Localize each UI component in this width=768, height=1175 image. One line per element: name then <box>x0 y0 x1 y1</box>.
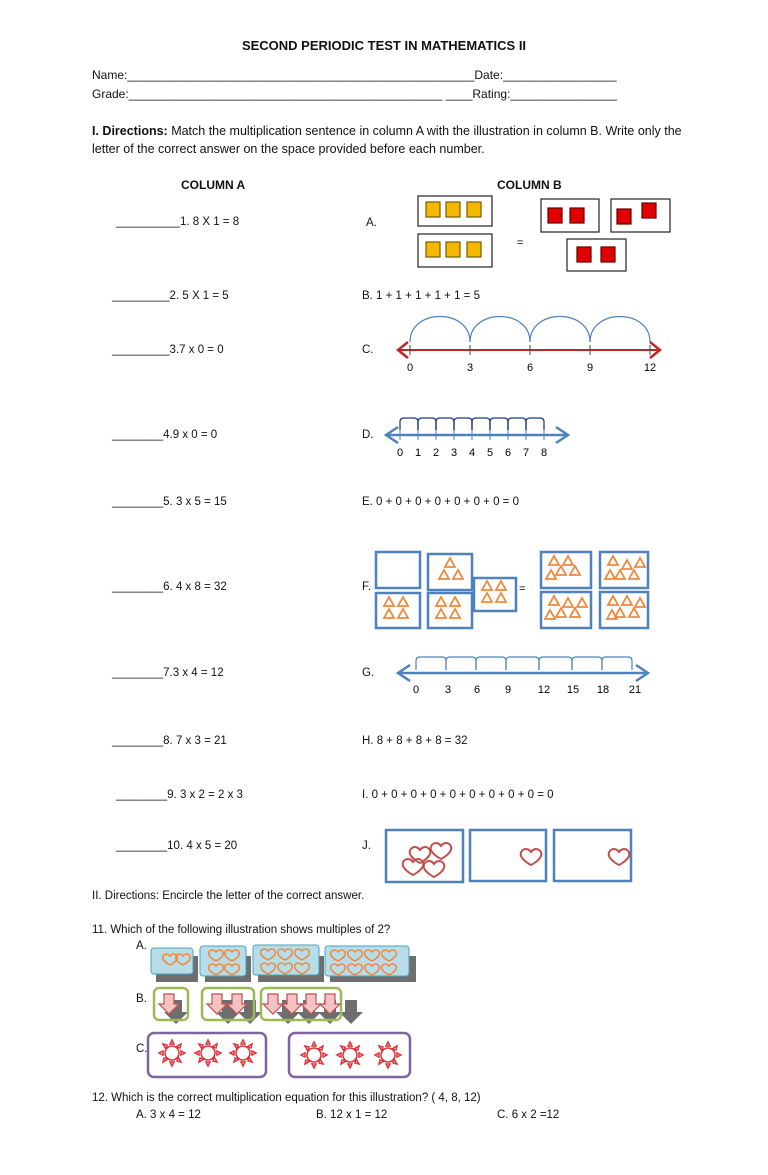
nl-c-tick-3: 9 <box>586 362 594 374</box>
choice-a-equals: = <box>517 237 524 249</box>
nl-g-tick-3: 9 <box>504 684 512 696</box>
column-a-heading: COLUMN A <box>181 178 246 192</box>
choice-d-label: D. <box>362 429 374 441</box>
nl-g-tick-6: 18 <box>596 684 610 696</box>
question-11: 11. Which of the following illustration shows multiples of 2? <box>92 924 391 936</box>
part2-directions: II. Directions: Encircle the letter of the correct answer. <box>92 890 365 902</box>
choice-g-label: G. <box>362 667 375 679</box>
item-7[interactable]: ________7.3 x 4 = 12 <box>112 667 224 679</box>
choice-e-label: E. 0 + 0 + 0 + 0 + 0 + 0 + 0 = 0 <box>362 496 519 508</box>
nl-c-tick-4: 12 <box>643 362 657 374</box>
nl-d-tick-3: 3 <box>450 447 458 459</box>
q11-option-b-label[interactable]: B. <box>136 993 147 1005</box>
choice-c-label: C. <box>362 344 374 356</box>
nl-d-tick-5: 5 <box>486 447 494 459</box>
choice-a-label: A. <box>366 217 377 229</box>
item-5[interactable]: ________5. 3 x 5 = 15 <box>112 496 227 508</box>
q11-option-c-label[interactable]: C. <box>136 1043 148 1055</box>
item-4[interactable]: ________4.9 x 0 = 0 <box>112 429 218 441</box>
nl-d-tick-6: 6 <box>504 447 512 459</box>
part1-directions-lead: I. Directions: <box>92 124 168 138</box>
part1-directions-text: Match the multiplication sentence in column A with the illustration in column B. Write only the letter of the correct answer on the space provided before each number. <box>92 124 682 156</box>
sun-icons <box>159 1040 401 1068</box>
choice-h-label: H. 8 + 8 + 8 + 8 = 32 <box>362 735 468 747</box>
choice-i-label: I. 0 + 0 + 0 + 0 + 0 + 0 + 0 + 0 + 0 = 0 <box>362 789 554 801</box>
choice-b-label: B. 1 + 1 + 1 + 1 + 1 = 5 <box>362 290 480 302</box>
item-8[interactable]: ________8. 7 x 3 = 21 <box>112 735 227 747</box>
item-1[interactable]: __________1. 8 X 1 = 8 <box>116 216 240 228</box>
name-date-line[interactable]: Name:____________________________________________________Date:_________________ <box>92 68 617 82</box>
nl-g-tick-0: 0 <box>412 684 420 696</box>
item-10[interactable]: ________10. 4 x 5 = 20 <box>116 840 238 852</box>
choice-f-equals: = <box>519 583 526 595</box>
choice-f-label: F. <box>362 581 371 593</box>
nl-c-tick-0: 0 <box>406 362 414 374</box>
nl-d-tick-4: 4 <box>468 447 476 459</box>
item-9[interactable]: ________9. 3 x 2 = 2 x 3 <box>116 789 243 801</box>
nl-g-tick-7: 21 <box>628 684 642 696</box>
nl-g-tick-2: 6 <box>473 684 481 696</box>
q11-option-a-label[interactable]: A. <box>136 940 147 952</box>
item-6[interactable]: ________6. 4 x 8 = 32 <box>112 581 227 593</box>
nl-d-tick-2: 2 <box>432 447 440 459</box>
nl-c-tick-2: 6 <box>526 362 534 374</box>
nl-d-tick-8: 8 <box>540 447 548 459</box>
nl-d-tick-7: 7 <box>522 447 530 459</box>
nl-d-tick-0: 0 <box>396 447 404 459</box>
column-b-heading: COLUMN B <box>497 178 562 192</box>
item-2[interactable]: _________2. 5 X 1 = 5 <box>112 290 229 302</box>
grade-rating-line[interactable]: Grade:_______________________________________________ ____Rating:________________ <box>92 87 618 101</box>
q12-option-b[interactable]: B. 12 x 1 = 12 <box>316 1109 388 1121</box>
nl-c-tick-1: 3 <box>466 362 474 374</box>
page-title: SECOND PERIODIC TEST IN MATHEMATICS II <box>241 38 527 53</box>
nl-g-tick-1: 3 <box>444 684 452 696</box>
question-12: 12. Which is the correct multiplication equation for this illustration? ( 4, 8, 12) <box>92 1092 481 1104</box>
item-3[interactable]: _________3.7 x 0 = 0 <box>112 344 224 356</box>
q12-option-c[interactable]: C. 6 x 2 =12 <box>497 1109 560 1121</box>
nl-g-tick-5: 15 <box>566 684 580 696</box>
q12-option-a[interactable]: A. 3 x 4 = 12 <box>136 1109 201 1121</box>
nl-g-tick-4: 12 <box>537 684 551 696</box>
choice-j-label: J. <box>362 840 371 852</box>
nl-d-tick-1: 1 <box>414 447 422 459</box>
